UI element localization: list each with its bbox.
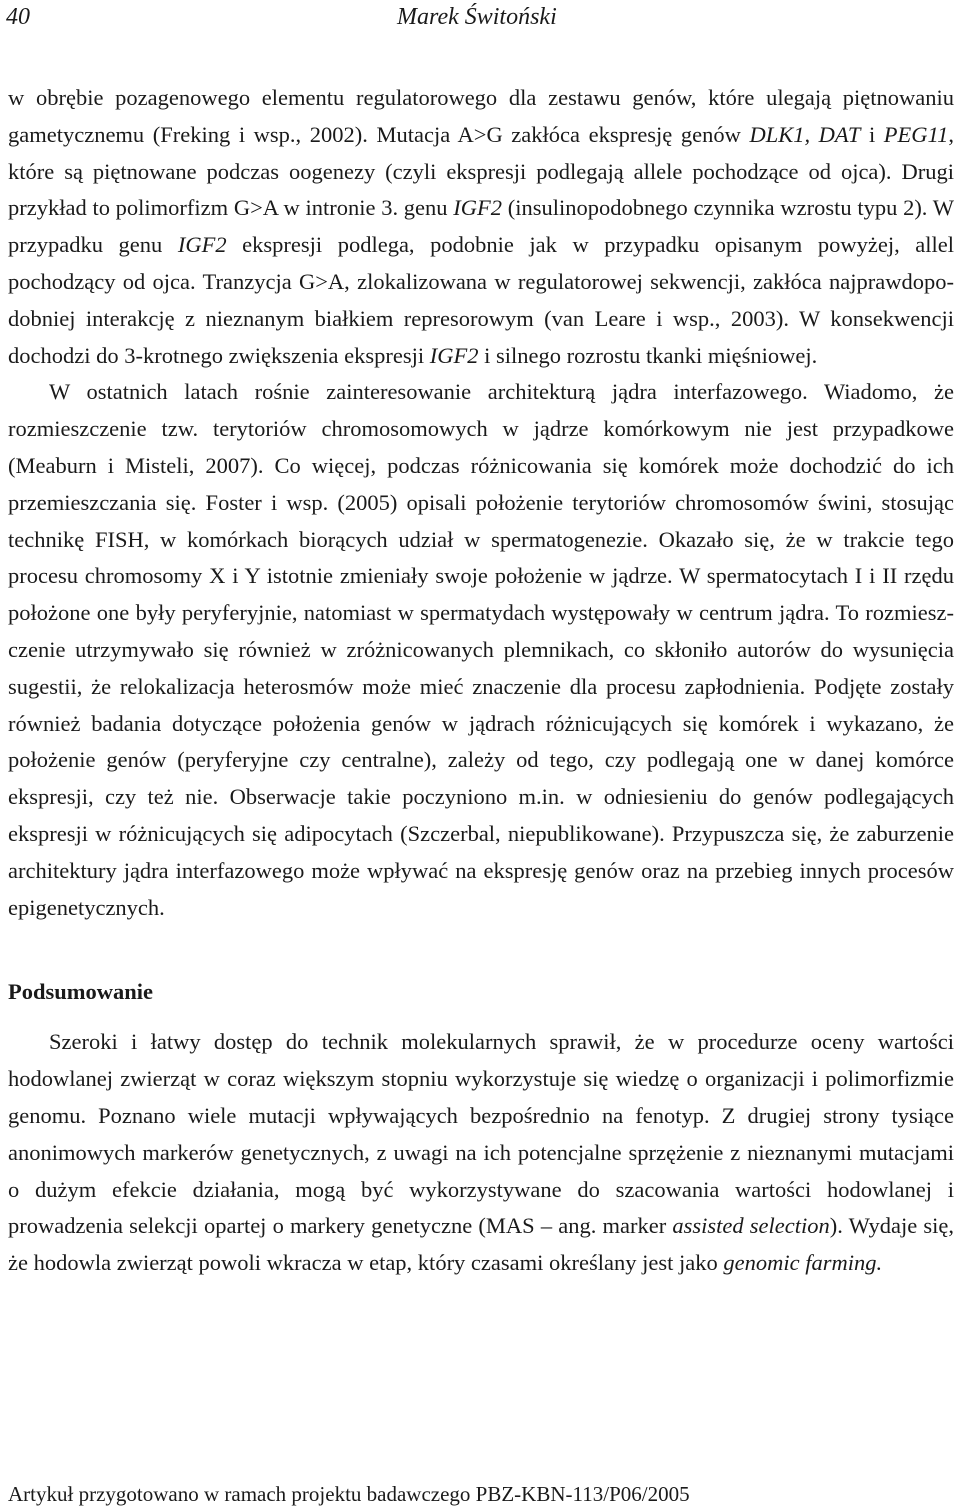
summary-paragraph (8, 1024, 954, 1282)
text-run: w obrębie pozagenowego elementu regulatorowego dla zestawu genów, które ulegają piętnowaniu gametycznemu (Freking i wsp., 2002). Mutacja A>G zakłóca ekspresję genów (8, 85, 954, 147)
text-run: i silnego rozrostu tkanki mięśniowej. (478, 342, 818, 368)
body-paragraph (8, 80, 954, 374)
italic-text-run: IGF2 (177, 232, 227, 258)
section-heading: Podsumowanie (8, 979, 154, 1005)
running-header-author: Marek Świtoński (397, 4, 557, 30)
running-header (0, 0, 960, 46)
italic-text-run: PEG11 (883, 121, 949, 147)
italic-text-run: assisted selection (672, 1213, 830, 1239)
text-run: i (860, 121, 884, 147)
text-run: (insulinopodobnego czynnika wzrostu typu 2). W przypadku genu (8, 195, 954, 258)
italic-text-run: genomic farming. (723, 1250, 883, 1276)
article-body (8, 80, 954, 1282)
body-paragraph (8, 374, 954, 926)
text-run: Szeroki i łatwy dostęp do technik molekularnych sprawił, że w procedurze oceny wartości hodowlanej zwierząt w coraz większym stopniu wykorzystuje się wiedzę o organizacji i polimorfizmie genomu. Poznano wiele mutacji wpływających bezpośrednio na fenotyp. Z drugiej strony tysiące anonimowych markerów genetycznych, z uwagi na ich potencjalne sprzężenie z nieznanymi mutacjami o dużym efekcie działania, mogą być wykorzystywane do szacowania wartości hodowlanej i prowadzenia selekcji opartej o markery genetyczne (MAS – ang. marker (8, 1029, 954, 1239)
text-run: W ostatnich latach rośnie zainteresowanie architekturą jądra interfazowego. Wiadomo, że rozmieszczenie tzw. terytoriów chromosomowych w jądrze komórkowym nie jest przypadkowe (Meaburn i Misteli, 2007). Co więcej, podczas różnicowania się komórek może dochodzić do ich przemieszczania się. Foster i wsp. (2005) opisali położenie terytoriów chromosomów świni, stosując technikę FISH, w komórkach biorących udział w spermatogenezie. Okazało się, że w trakcie tego procesu chromosomy X i Y istotnie zmieniały swoje położenie w jądrze. W spermatocytach I i II rzędu położone one były peryferyjnie, natomiast w spermatydach występowały w centrum jądra. To rozmieszczenie utrzymywało się również w zróżnicowanych plemnikach, co skłoniło autorów do wysunięcia sugestii, że relokalizacja heterosmów może mieć znaczenie dla procesu zapłodnienia. Podjęte zostały również badania dotyczące położenia genów w jądrach różnicujących się komórek i wykazano, że położenie genów (peryferyjne czy centralne), zależy od tego, czy podlegają one w danej komórce ekspresji, czy też nie. Obserwacje takie poczyniono m.in. w odniesieniu do genów podlegających ekspresji w różnicujących się adipocytach (Szczerbal, niepublikowane). Przypuszcza się, że zaburzenie architektury jądra interfazowego może wpływać na ekspresję genów oraz na przebieg innych procesów epigenetycznych. (8, 379, 954, 920)
text-run: ). Wydaje się, że hodowla zwierząt powoli wkracza w etap, który czasami określany jest jako (8, 1213, 954, 1276)
italic-text-run: IGF2 (429, 342, 479, 368)
page-number: 40 (6, 4, 30, 30)
italic-text-run: DLK1, DAT (749, 121, 861, 147)
text-run: ekspresji podlega, podobnie jak w przypadku opisanym powyżej, allel pochodzący od ojca. Tranzycja G>A, zlokalizowana w regulatorowej sekwencji, zakłóca najprawdopodobniej interakcję z nieznanym białkiem represorowym (van Leare i wsp., 2003). W konsekwencji dochodzi do 3-krotnego zwiększenia ekspresji (8, 232, 955, 368)
funding-footnote: Artykuł przygotowano w ramach projektu badawczego PBZ-KBN-113/P06/2005 (8, 1482, 690, 1506)
text-run: , które są piętnowane podczas oogenezy (czyli ekspresji podlegają allele pochodzące od ojca). Drugi przykład to polimorfizm G>A w intronie 3. genu (8, 121, 954, 221)
italic-text-run: IGF2 (453, 195, 503, 221)
